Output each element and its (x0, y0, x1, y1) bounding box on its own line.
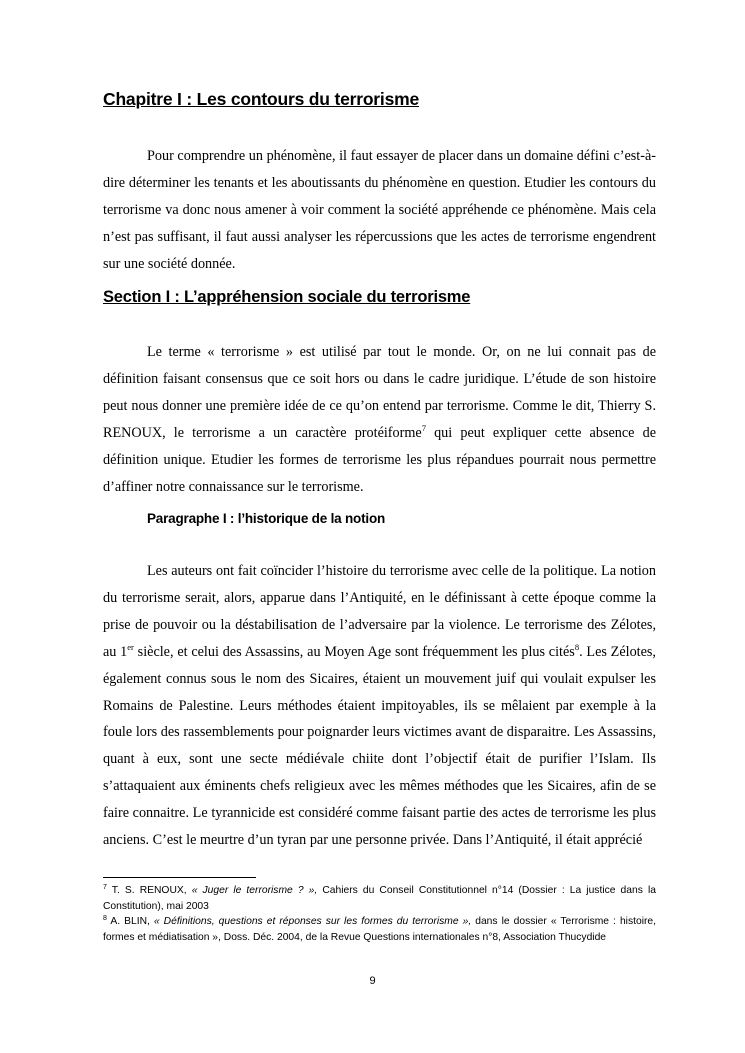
footnotes (103, 883, 656, 945)
page-number: 9 (369, 975, 376, 987)
history-text-part1: Les auteurs ont fait coïncider l’histoire du terrorisme avec celle de la politique. La notion du terrorisme serait, alors, apparue dans l’Antiquité, en le définissant à cette époque comme la prise de pouvoir ou la déstabilisation de l’adversaire par la violence. Le terrorisme des Zélotes, au 1 (103, 563, 656, 660)
history-text-part3: . Les Zélotes, également connus sous le nom des Sicaires, étaient un mouvement juif qui voulait expulser les Romains de Palestine. Leurs méthodes étaient impitoyables, ils se mêlaient par exemple à la foule lors des rassemblements pour poignarder leurs victimes avant de disparaitre. Les Assassins, quant à eux, sont une secte médiévale chiite dont l’objectif était de purifier l’Islam. Ils s’attaquaient aux éminents chefs religieux avec les mêmes méthodes que les Sicaires, afin de se faire connaitre. Le tyrannicide est considéré comme faisant partie des actes de terrorisme les plus anciens. C’est le meurtre d’un tyran par une personne privée. Dans l’Antiquité, il était apprécié (103, 643, 656, 849)
footnote-text: A. BLIN, (106, 916, 154, 928)
chapter-title: Chapitre I : Les contours du terrorisme (103, 89, 420, 109)
footnote-text: T. S. RENOUX, (106, 885, 192, 896)
footnote-number: 7 (103, 884, 107, 891)
footnote-7 (103, 883, 656, 914)
footnote-ref-7[interactable]: 7 (421, 422, 426, 433)
ordinal-superscript: er (127, 641, 134, 652)
footnote-ref-8[interactable]: 8 (574, 641, 580, 652)
footnote-text: dans le dossier « Terrorisme : histoire, formes et médiatisation », Doss. Déc. 2004, de la Revue Questions internationales n°8, Association Thucydide (103, 916, 656, 943)
footnote-title: « Juger le terrorisme ? », (191, 885, 318, 896)
section-paragraph (103, 339, 656, 500)
footnote-title: « Définitions, questions et réponses sur les formes du terrorisme », (153, 916, 472, 928)
section-title: Section I : L’appréhension sociale du terrorisme (103, 288, 471, 306)
footnote-separator (103, 877, 256, 878)
history-text-part2: siècle, et celui des Assassins, au Moyen Age sont fréquemment les plus cités (133, 643, 575, 660)
footnote-number: 8 (103, 915, 107, 923)
paragraph-heading: Paragraphe I : l’historique de la notion (147, 511, 386, 526)
history-paragraph (103, 558, 656, 854)
footnote-text: Cahiers du Conseil Constitutionnel n°14 (Dossier : La justice dans la Constitution), mai 2003 (103, 885, 656, 912)
footnote-8 (103, 914, 656, 945)
section-paragraph-text-a: Le terme « terrorisme » est utilisé par tout le monde. Or, on ne lui connait pas de définition faisant consensus que ce soit hors ou dans le cadre juridique. L’étude de son histoire peut nous donner une première idée de ce qu’on entend par terrorisme. Comme le dit, Thierry S. RENOUX, le terrorisme a un caractère protéiforme (103, 344, 656, 441)
section-paragraph-text-b: qui peut expliquer cette absence de définition unique. Etudier les formes de terrorisme les plus répandues pourrait nous permettre d’affiner notre connaissance sur le terrorisme. (103, 424, 656, 495)
intro-paragraph: Pour comprendre un phénomène, il faut essayer de placer dans un domaine défini c’est-à-dire déterminer les tenants et les aboutissants du phénomène en question. Etudier les contours du terrorisme va donc nous amener à voir comment la société appréhende ce phénomène. Mais cela n’est pas suffisant, il faut aussi analyser les répercussions que les actes de terrorisme engendrent sur une société donnée. (103, 148, 656, 272)
